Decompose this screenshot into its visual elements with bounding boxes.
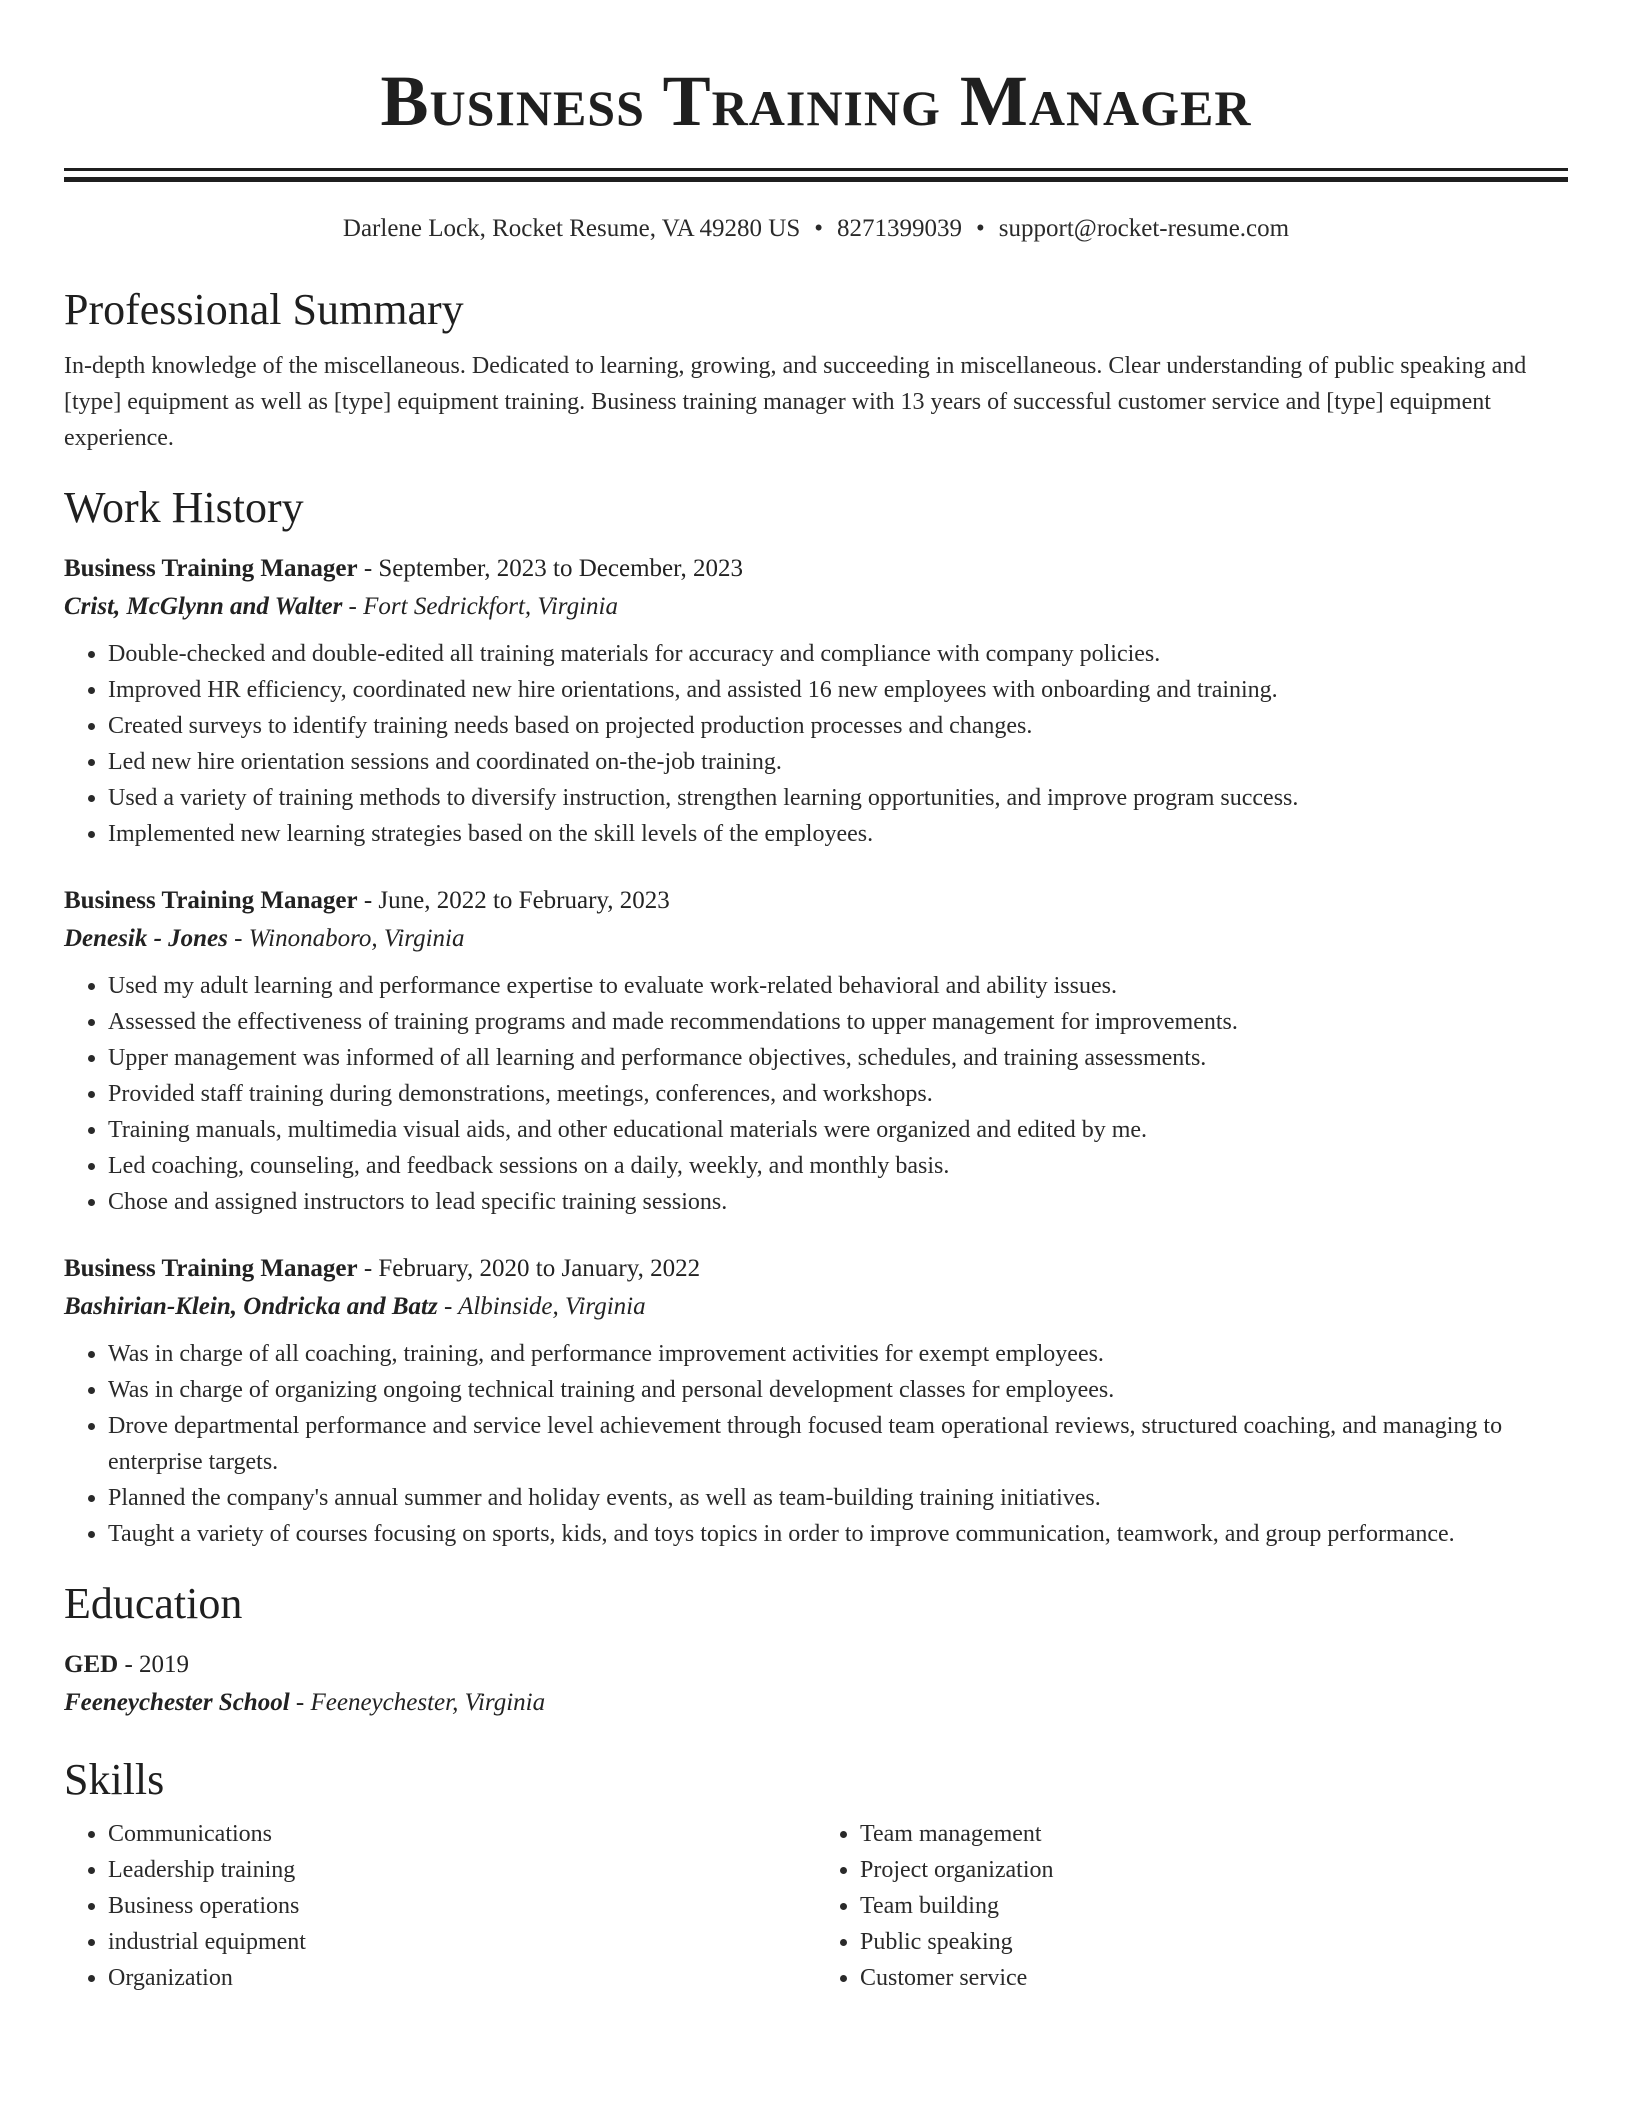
- job-bullet: • Double-checked and double-edited all training materials for accuracy and compliance with company policies.: [108, 636, 1568, 672]
- title-divider-thick: [64, 177, 1568, 182]
- contact-phone: 8271399039: [837, 215, 963, 242]
- company-name: Crist, McGlynn and Walter: [64, 593, 343, 620]
- job-bullet: • Drove departmental performance and service level achievement through focused team operational reviews, structured coaching, and managing to enterprise targets.: [108, 1408, 1568, 1480]
- skills-list: [64, 1816, 1568, 1996]
- job-bullet: • Led coaching, counseling, and feedback sessions on a daily, weekly, and monthly basis.: [108, 1148, 1568, 1184]
- summary-heading: Professional Summary: [64, 285, 464, 334]
- job-bullet: • Led new hire orientation sessions and coordinated on-the-job training.: [108, 744, 1568, 780]
- skill-item: • industrial equipment: [108, 1924, 816, 1960]
- job-title-line: [64, 882, 1568, 920]
- contact-separator: •: [976, 215, 985, 242]
- education-entry: [64, 1646, 1568, 1722]
- job-bullets: [64, 636, 1568, 852]
- company-line: [64, 588, 1568, 626]
- skill-item: • Project organization: [860, 1852, 1568, 1888]
- company-line: [64, 1288, 1568, 1326]
- job-bullet: • Improved HR efficiency, coordinated new hire orientations, and assisted 16 new employees with onboarding and training.: [108, 672, 1568, 708]
- skill-item: • Customer service: [860, 1960, 1568, 1996]
- company-location: - Albinside, Virginia: [437, 1293, 646, 1320]
- job-dates: - February, 2020 to January, 2022: [357, 1255, 701, 1282]
- job-bullet: • Chose and assigned instructors to lead specific training sessions.: [108, 1184, 1568, 1220]
- job-bullet: • Upper management was informed of all learning and performance objectives, schedules, and training assessments.: [108, 1040, 1568, 1076]
- skill-item: • Team management: [860, 1816, 1568, 1852]
- degree-line: [64, 1646, 1568, 1684]
- job-bullet: • Taught a variety of courses focusing on sports, kids, and toys topics in order to improve communication, teamwork, and group performance.: [108, 1516, 1568, 1552]
- skill-item: • Leadership training: [108, 1852, 816, 1888]
- job-entry: [64, 882, 1568, 1220]
- skills-column-right: [816, 1816, 1568, 1996]
- job-dates: - June, 2022 to February, 2023: [357, 887, 670, 914]
- job-bullets: [64, 968, 1568, 1220]
- degree: GED: [64, 1651, 119, 1678]
- job-title: Business Training Manager: [64, 887, 358, 914]
- contact-address: Darlene Lock, Rocket Resume, VA 49280 US: [342, 215, 801, 242]
- skill-item: • Team building: [860, 1888, 1568, 1924]
- job-bullet: • Planned the company's annual summer and holiday events, as well as team-building training initiatives.: [108, 1480, 1568, 1516]
- school-location: - Feeneychester, Virginia: [289, 1689, 546, 1716]
- contact-separator: •: [814, 215, 824, 242]
- job-bullet: • Provided staff training during demonstrations, meetings, conferences, and workshops.: [108, 1076, 1568, 1112]
- education-heading: Education: [64, 1579, 243, 1628]
- work-history-heading: Work History: [64, 483, 304, 532]
- job-bullet: • Created surveys to identify training needs based on projected production processes and changes.: [108, 708, 1568, 744]
- skills-column-left: [64, 1816, 816, 1996]
- job-title-line: [64, 550, 1568, 588]
- company-location: - Fort Sedrickfort, Virginia: [342, 593, 618, 620]
- school-line: [64, 1684, 1568, 1722]
- job-bullet: • Training manuals, multimedia visual aids, and other educational materials were organized and edited by me.: [108, 1112, 1568, 1148]
- job-bullet: • Assessed the effectiveness of training programs and made recommendations to upper management for improvements.: [108, 1004, 1568, 1040]
- job-bullet: • Implemented new learning strategies based on the skill levels of the employees.: [108, 816, 1568, 852]
- school-name: Feeneychester School: [64, 1689, 290, 1716]
- job-title: Business Training Manager: [64, 1255, 358, 1282]
- job-entry: [64, 550, 1568, 852]
- job-dates: - September, 2023 to December, 2023: [357, 555, 743, 582]
- degree-year: - 2019: [118, 1651, 190, 1678]
- summary-text: In-depth knowledge of the miscellaneous. Dedicated to learning, growing, and succeeding in miscellaneous. Clear understanding of public speaking and [type] equipment as well as [type] equipment training. Business training manager with 13 years of successful customer service and [type] equipment experience.: [64, 353, 1527, 451]
- job-bullet: • Used my adult learning and performance expertise to evaluate work-related behavioral and ability issues.: [108, 968, 1568, 1004]
- job-entry: [64, 1250, 1568, 1552]
- skill-item: • Public speaking: [860, 1924, 1568, 1960]
- job-bullets: [64, 1336, 1568, 1552]
- skills-heading: Skills: [64, 1755, 165, 1804]
- skill-item: • Organization: [108, 1960, 816, 1996]
- job-bullet: • Used a variety of training methods to diversify instruction, strengthen learning opportunities, and improve program success.: [108, 780, 1568, 816]
- title-divider-thin: [64, 168, 1568, 171]
- job-bullet: • Was in charge of all coaching, training, and performance improvement activities for exempt employees.: [108, 1336, 1568, 1372]
- company-name: Denesik - Jones: [64, 925, 228, 952]
- job-title-line: [64, 1250, 1568, 1288]
- company-line: [64, 920, 1568, 958]
- company-location: - Winonaboro, Virginia: [227, 925, 465, 952]
- job-bullet: • Was in charge of organizing ongoing technical training and personal development classes for employees.: [108, 1372, 1568, 1408]
- contact-line: [64, 212, 1568, 246]
- skill-item: • Business operations: [108, 1888, 816, 1924]
- resume-title: Business Training Manager: [380, 61, 1252, 141]
- contact-email[interactable]: support@rocket-resume.com: [998, 215, 1290, 242]
- skill-item: • Communications: [108, 1816, 816, 1852]
- company-name: Bashirian-Klein, Ondricka and Batz: [64, 1293, 438, 1320]
- job-title: Business Training Manager: [64, 555, 358, 582]
